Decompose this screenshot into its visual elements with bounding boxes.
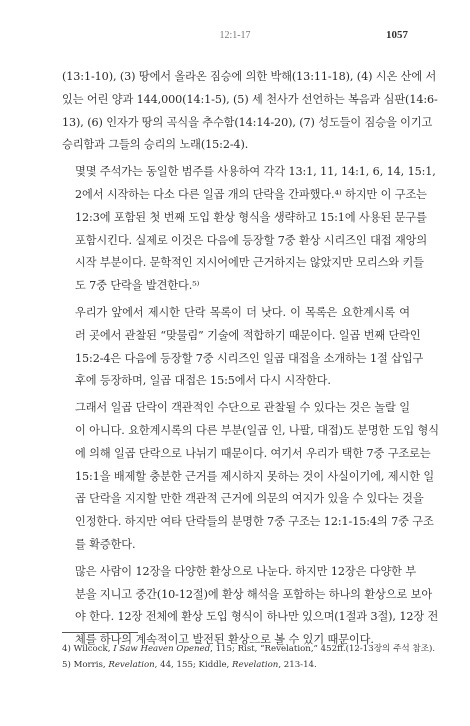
paragraph-line: 도 7중 단락을 발견한다.⁵⁾ xyxy=(75,279,200,293)
paragraph-line: 후에 등장하며, 일곱 대접은 15:5에서 다시 시작한다. xyxy=(75,374,331,388)
paragraph-line: 를 확증한다. xyxy=(75,537,136,551)
paragraph-line: 2에서 시작하는 다소 다른 일곱 개의 단락을 간파했다.⁴⁾ 하지만 이 구조는 xyxy=(75,187,427,201)
paragraph-line: 러 곳에서 관찰된 “맞물림” 기술에 적합하기 때문이다. 일곱 번째 단락인 xyxy=(75,328,421,342)
footnote-title: Revelation xyxy=(232,660,279,670)
paragraph-line: (13:1-10), (3) 땅에서 올라온 짐승에 의한 박해(13:11-18), (4) 시온 산에 서 xyxy=(62,70,437,83)
footnote-divider xyxy=(62,632,138,633)
footnote-title: Revelation xyxy=(108,660,155,670)
footnote-text: , 44, 155; Kiddle, xyxy=(154,660,233,670)
paragraph-line: 이 아니다. 요한계시록의 다른 부분(일곱 인, 나팔, 대접)도 분명한 도입 형식 xyxy=(75,423,439,437)
paragraph-line: 포함시킨다. 실제로 이것은 다음에 등장할 7중 환상 시리즈인 대접 재앙의 xyxy=(75,233,428,247)
body-text xyxy=(62,66,439,656)
running-head: 12:1-17 xyxy=(219,30,251,41)
footnote-text: Morris, xyxy=(73,660,109,670)
paragraph-line: 있는 어린 양과 144,000(14:1-5), (5) 세 천사가 선언하는 복음과 심판(14:6- xyxy=(62,92,438,106)
footnote-number: 4) xyxy=(62,644,71,654)
footnote-text: , 115; Rist, “Revelation,” 452ff.(12-13장의 주석 참조). xyxy=(210,644,436,654)
paragraph-3 xyxy=(62,302,424,393)
paragraph-line: 12:3에 포함된 첫 번째 도입 환상 형식을 생략하고 15:1에 사용된 문구를 xyxy=(75,210,427,224)
paragraph-line: 야 한다. 12장 전체에 환상 도입 형식이 하나만 있으며(1절과 3절), 12장 전 xyxy=(75,610,439,624)
footnote-5 xyxy=(62,657,410,673)
footnote-title: I Saw Heaven Opened xyxy=(113,644,211,654)
page-header xyxy=(62,30,408,46)
paragraph-line: 분을 지니고 중간(10-12절)에 환상 해석을 포함하는 하나의 환상으로 보아 xyxy=(75,587,433,601)
paragraph-line: 15:1을 배제할 충분한 근거를 제시하지 못하는 것이 사실이기에, 제시한 일 xyxy=(75,469,435,483)
footnotes xyxy=(62,641,436,673)
paragraph-line: 인정한다. 하지만 여타 단락들의 분명한 7중 구조는 12:1-15:4의 7중 구조 xyxy=(75,515,434,529)
paragraph-line: 13), (6) 인자가 땅의 곡식을 추수함(14:14-20), (7) 성도들이 짐승을 이기고 xyxy=(62,115,433,129)
paragraph-line: 체를 하나의 계속적이고 발전된 환상으로 볼 수 있기 때문이다. xyxy=(75,633,374,647)
paragraph-line: 우리가 앞에서 제시한 단락 목록이 더 낫다. 이 목록은 요한계시록 여 xyxy=(75,305,410,319)
footnote-text: Wilcock, xyxy=(73,644,114,654)
paragraph-2 xyxy=(62,161,436,298)
paragraph-line: 15:2-4은 다음에 등장할 7중 시리즈인 일곱 대접을 소개하는 1절 삽입구 xyxy=(75,351,424,365)
paragraph-1 xyxy=(62,66,438,157)
paragraph-line: 에 의해 일곱 단락으로 나뉘기 때문이다. 여기서 우리가 택한 7중 구조로는 xyxy=(75,446,431,460)
paragraph-line: 곱 단락을 지지할 만한 객관적 근거에 의문의 여지가 있을 수 있다는 것을 xyxy=(75,492,424,506)
footnote-text: , 213-14. xyxy=(278,660,317,670)
footnote-number: 5) xyxy=(62,660,71,670)
paragraph-line: 시작 부분이다. 문학적인 지시어에만 근거하지는 않았지만 모리스와 키들 xyxy=(75,256,424,270)
paragraph-line: 몇몇 주석가는 동일한 범주를 사용하여 각각 13:1, 11, 14:1, 6, 14, 15:1, xyxy=(75,165,436,179)
paragraph-4 xyxy=(62,397,439,557)
paragraph-line: 많은 사람이 12장을 다양한 환상으로 나눈다. 하지만 12장은 다양한 부 xyxy=(75,564,417,578)
paragraph-line: 승리함과 그들의 승리의 노래(15:2-4). xyxy=(62,138,249,152)
page-number: 1057 xyxy=(386,29,408,41)
paragraph-5 xyxy=(62,561,439,652)
paragraph-line: 그래서 일곱 단락이 객관적인 수단으로 관찰될 수 있다는 것은 놀랄 일 xyxy=(75,401,410,415)
footnote-4 xyxy=(62,641,436,657)
